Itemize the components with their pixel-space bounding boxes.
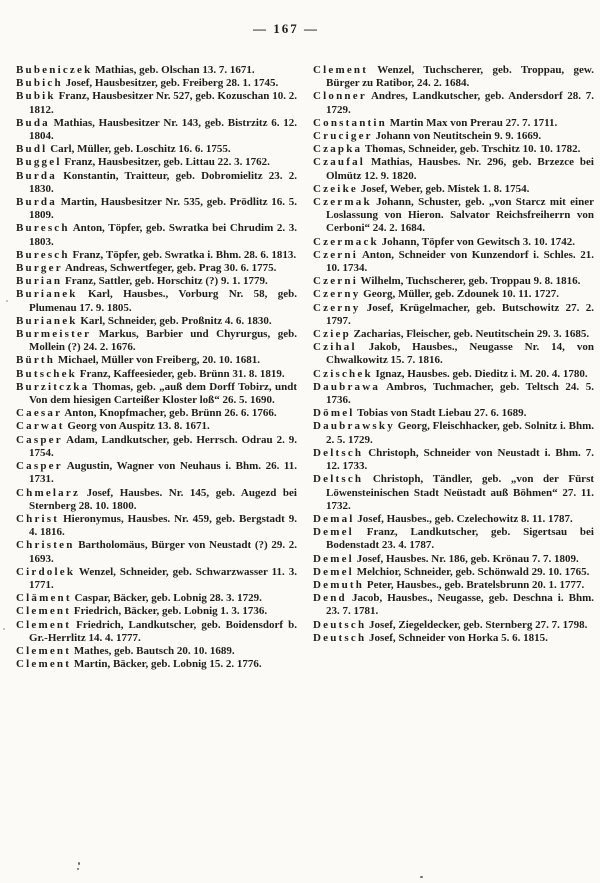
entry-text: Ambros, Tuchmacher, geb. Teltsch 24. 5. 1736.	[326, 380, 594, 407]
entry-surname: Burzitczka	[16, 380, 90, 393]
entry-surname: Bubeniczek	[16, 64, 93, 76]
entry-surname: Deltsch	[313, 473, 364, 486]
entry-surname: Czerni	[313, 248, 358, 261]
entry-text: Anton, Schneider von Kunzendorf i. Schles. 21. 10. 1734.	[326, 248, 594, 275]
directory-entry	[16, 315, 297, 328]
directory-entry	[16, 460, 297, 486]
directory-entry	[313, 156, 594, 182]
entry-surname: Czihal	[313, 341, 357, 354]
entry-text: Franz, Hausbesitzer Nr. 527, geb. Kozuschan 10. 2. 1812.	[29, 90, 297, 116]
entry-surname: Demuth	[313, 578, 365, 591]
entry-text: Martin, Bäcker, geb. Lobnig 15. 2. 1776.	[73, 658, 262, 671]
entry-text: Adam, Landkutscher, geb. Herrsch. Odrau 2. 9. 1754.	[29, 433, 297, 459]
entry-text: Franz, Töpfer, geb. Swratka i. Bhm. 28. 6. 1813.	[72, 248, 297, 261]
entry-text: Bartholomäus, Bürger von Neustadt (?) 29. 2. 1693.	[29, 539, 297, 565]
entry-surname: Czerny	[313, 288, 361, 301]
directory-entry	[16, 605, 297, 618]
entry-surname: Christ	[16, 512, 60, 525]
entry-surname: Clement	[313, 64, 369, 76]
entry-surname: Czischek	[313, 367, 373, 380]
entry-surname: Burger	[16, 262, 63, 275]
directory-entry	[16, 170, 297, 196]
scan-artifact	[3, 628, 5, 630]
directory-entry	[16, 407, 297, 420]
directory-entry	[16, 288, 297, 314]
entry-surname: Dend	[313, 592, 347, 605]
entry-surname: Clement	[16, 658, 72, 671]
entry-text: Josef, Schneider von Horka 5. 6. 1815.	[369, 631, 548, 644]
left-column	[16, 64, 297, 671]
right-column	[313, 64, 594, 645]
directory-entry	[16, 249, 297, 262]
entry-surname: Daubrawa	[313, 380, 381, 393]
entry-surname: Czapka	[313, 143, 363, 156]
directory-entry	[313, 236, 594, 249]
directory-entry	[313, 302, 594, 328]
entry-surname: Burda	[16, 196, 57, 209]
entry-text: Karl, Schneider, geb. Proßnitz 4. 6. 1830.	[80, 314, 272, 327]
entry-surname: Buda	[16, 116, 50, 129]
scan-artifact	[78, 862, 80, 865]
directory-entry	[16, 156, 297, 169]
directory-entry	[16, 328, 297, 354]
entry-text: Zacharias, Fleischer, geb. Neutitschein 29. 3. 1685.	[353, 328, 590, 341]
entry-text: Johann von Neutitschein 9. 9. 1669.	[375, 130, 542, 143]
entry-surname: Czeike	[313, 182, 358, 195]
entry-surname: Buggel	[16, 156, 62, 169]
entry-text: Augustin, Wagner von Neuhaus i. Bhm. 26. 11. 1731.	[29, 460, 297, 486]
directory-entry	[16, 368, 297, 381]
entry-surname: Chmelarz	[16, 486, 81, 499]
entry-text: Melchior, Schneider, geb. Schönwald 29. 10. 1765.	[356, 565, 590, 578]
directory-entry	[16, 381, 297, 407]
directory-entry	[16, 592, 297, 605]
entry-surname: Burian	[16, 275, 63, 288]
entry-text: Andreas, Schwertfeger, geb. Prag 30. 6. 1775.	[64, 262, 277, 275]
directory-entry	[313, 341, 594, 367]
entry-surname: Buresch	[16, 248, 70, 261]
entry-text: Franz, Hausbesitzer, geb. Littau 22. 3. 1762.	[64, 156, 270, 169]
entry-surname: Butschek	[16, 367, 77, 380]
directory-entry	[16, 420, 297, 433]
entry-text: Josef, Ziegeldecker, geb. Sternberg 27. 7. 1798.	[369, 618, 588, 631]
entry-surname: Czermack	[313, 235, 379, 248]
directory-entry	[313, 592, 594, 618]
entry-surname: Christen	[16, 539, 75, 552]
scan-artifact	[6, 300, 8, 302]
directory-entry	[313, 328, 594, 341]
entry-surname: Deutsch	[313, 631, 367, 644]
directory-entry	[16, 645, 297, 658]
directory-entry	[16, 513, 297, 539]
directory-entry	[313, 513, 594, 526]
entry-surname: Burianek	[16, 314, 78, 327]
entry-text: Friedrich, Landkutscher, geb. Boidensdorf b. Gr.-Herrlitz 14. 4. 1777.	[29, 618, 297, 644]
directory-entry	[313, 196, 594, 236]
directory-entry	[313, 275, 594, 288]
directory-entry	[16, 262, 297, 275]
entry-text: Josef, Krügelmacher, geb. Butschowitz 27. 2. 1797.	[326, 301, 594, 327]
directory-entry	[313, 368, 594, 381]
entry-text: Mathes, geb. Bautsch 20. 10. 1689.	[73, 644, 235, 657]
directory-entry	[313, 566, 594, 579]
entry-text: Tobias von Stadt Liebau 27. 6. 1689.	[357, 407, 527, 420]
directory-entry	[16, 487, 297, 513]
entry-text: Hieronymus, Hausbes. Nr. 459, geb. Bergstadt 9. 4. 1816.	[29, 512, 297, 539]
entry-surname: Clement	[16, 644, 72, 657]
entry-text: Caspar, Bäcker, geb. Lobnig 28. 3. 1729.	[74, 592, 262, 605]
entry-surname: Burianek	[16, 288, 78, 301]
entry-surname: Casper	[16, 433, 63, 446]
directory-entry	[313, 447, 594, 473]
directory-entry	[16, 90, 297, 116]
directory-entry	[313, 249, 594, 275]
entry-surname: Czerni	[313, 275, 358, 288]
entry-text: Christoph, Tändler, geb. „von der Fürst Löwensteinischen Stadt Neüstadt auß Böhmen“ 27. 11. 1732.	[326, 473, 595, 512]
entry-text: Anton, Knopfmacher, geb. Brünn 26. 6. 1766.	[64, 407, 277, 420]
entry-text: Christoph, Schneider von Neustadt i. Bhm. 7. 12. 1733.	[326, 446, 594, 473]
directory-entry	[16, 275, 297, 288]
entry-text: Jakob, Hausbes., Neugasse Nr. 14, von Chwalkowitz 15. 7. 1816.	[326, 341, 595, 367]
directory-entry	[313, 288, 594, 301]
entry-text: Andres, Landkutscher, geb. Andersdorf 28. 7. 1729.	[326, 90, 594, 116]
scan-artifact	[420, 876, 423, 878]
directory-entry	[313, 619, 594, 632]
entry-surname: Clement	[16, 605, 72, 618]
directory-entry	[16, 196, 297, 222]
entry-surname: Bubich	[16, 77, 63, 90]
entry-surname: Deutsch	[313, 618, 367, 631]
directory-entry	[313, 143, 594, 156]
entry-text: Wenzel, Schneider, geb. Schwarzwasser 11. 3. 1771.	[29, 565, 297, 591]
entry-surname: Caesar	[16, 407, 63, 420]
entry-text: Anton, Töpfer, geb. Swratka bei Chrudim 2. 3. 1803.	[29, 222, 297, 248]
directory-entry	[16, 434, 297, 460]
directory-entry	[16, 566, 297, 592]
entry-surname: Casper	[16, 460, 63, 473]
entry-surname: Cruciger	[313, 130, 373, 143]
entry-surname: Clement	[16, 618, 72, 631]
entry-text: Markus, Barbier und Chyrurgus, geb. Mollein (?) 24. 2. 1676.	[29, 328, 297, 354]
entry-surname: Demel	[313, 526, 354, 539]
entry-text: Friedrich, Bäcker, geb. Lobnig 1. 3. 1736.	[73, 605, 268, 618]
entry-surname: Demel	[313, 552, 354, 565]
directory-entry	[313, 632, 594, 645]
entry-surname: Demal	[313, 512, 355, 525]
directory-entry	[313, 90, 594, 116]
entry-surname: Daubrawsky	[313, 420, 395, 433]
directory-entry	[16, 64, 297, 77]
entry-text: Johann, Töpfer von Gewitsch 3. 10. 1742.	[381, 235, 575, 248]
directory-entry	[313, 381, 594, 407]
entry-text: Franz, Landkutscher, geb. Sigertsau bei Bodenstadt 23. 4. 1787.	[326, 526, 594, 552]
directory-entry	[313, 526, 594, 552]
directory-entry	[16, 539, 297, 565]
entry-text: Georg von Auspitz 13. 8. 1671.	[67, 420, 210, 433]
entry-surname: Burda	[16, 169, 57, 182]
scan-artifact	[77, 868, 79, 870]
directory-entry	[313, 130, 594, 143]
entry-surname: Cziep	[313, 328, 351, 341]
entry-surname: Bubik	[16, 90, 56, 103]
directory-entry	[16, 77, 297, 90]
entry-surname: Cirdolek	[16, 565, 76, 578]
directory-entry	[16, 658, 297, 671]
entry-text: Wilhelm, Tuchscherer, geb. Troppau 9. 8. 1816.	[360, 275, 581, 288]
entry-text: Jacob, Hausbes., Neugasse, geb. Deschna i. Bhm. 23. 7. 1781.	[326, 592, 595, 618]
entry-surname: Budl	[16, 143, 48, 156]
entry-text: Konstantin, Traitteur, geb. Dobromielitz 23. 2. 1830.	[29, 169, 298, 195]
entry-text: Georg, Müller, geb. Zdounek 10. 11. 1727.	[363, 288, 559, 301]
entry-surname: Bürth	[16, 354, 56, 367]
entry-text: Mathias, Hausbes. Nr. 296, geb. Brzezce bei Olmütz 12. 9. 1820.	[326, 156, 594, 182]
page-body	[0, 37, 600, 671]
entry-text: Josef, Weber, geb. Mistek 1. 8. 1754.	[360, 182, 530, 195]
directory-entry	[16, 222, 297, 248]
directory-entry	[313, 420, 594, 446]
entry-text: Thomas, geb. „auß dem Dorff Tobirz, undt Von dem hiesigen Carteißer Kloster loß“ 26. 5. 1690.	[29, 380, 297, 407]
entry-surname: Dömel	[313, 407, 355, 420]
entry-text: Franz, Kaffeesieder, geb. Brünn 31. 8. 1819.	[79, 367, 285, 380]
directory-entry	[16, 354, 297, 367]
entry-surname: Czermak	[313, 196, 372, 209]
entry-surname: Buresch	[16, 222, 70, 235]
entry-text: Georg, Fleischhacker, geb. Solnitz i. Bhm. 2. 5. 1729.	[326, 420, 595, 446]
entry-text: Mathias, Hausbesitzer Nr. 143, geb. Bistrzitz 6. 12. 1804.	[29, 116, 297, 143]
entry-text: Josef, Hausbesitzer, geb. Freiberg 28. 1. 1745.	[65, 77, 279, 90]
directory-entry	[313, 579, 594, 592]
entry-text: Peter, Hausbes., geb. Bratelsbrunn 20. 1. 1777.	[366, 578, 585, 591]
directory-entry	[16, 117, 297, 143]
directory-entry	[16, 619, 297, 645]
directory-entry	[16, 143, 297, 156]
page-number: — 167 —	[253, 21, 319, 36]
directory-entry	[313, 64, 594, 90]
entry-surname: Demel	[313, 565, 354, 578]
directory-entry	[313, 473, 594, 513]
entry-text: Martin, Hausbesitzer Nr. 535, geb. Prödlitz 16. 5. 1809.	[29, 196, 298, 222]
entry-text: Josef, Hausbes., geb. Czelechowitz 8. 11. 1787.	[357, 512, 573, 525]
entry-surname: Deltsch	[313, 446, 364, 459]
entry-text: Wenzel, Tuchscherer, geb. Troppau, gew. Bürger zu Ratibor, 24. 2. 1684.	[326, 64, 594, 90]
entry-text: Johann, Schuster, geb. „von Starcz mit einer Loslassung von Hieron. Salvator Reichsfreiherrn von Cerboni“ 24. 2. 1684.	[326, 196, 594, 235]
entry-surname: Cläment	[16, 592, 72, 605]
entry-text: Josef, Hausbes. Nr. 145, geb. Augezd bei Sternberg 28. 10. 1800.	[29, 486, 297, 512]
directory-entry	[313, 183, 594, 196]
directory-entry	[313, 117, 594, 130]
entry-text: Martin Max von Prerau 27. 7. 1711.	[389, 116, 558, 129]
entry-text: Michael, Müller von Freiberg, 20. 10. 1681.	[57, 354, 261, 367]
entry-text: Franz, Sattler, geb. Horschitz (?) 9. 1. 1779.	[64, 275, 268, 288]
entry-text: Josef, Hausbes. Nr. 186, geb. Krönau 7. 7. 1809.	[356, 552, 579, 565]
entry-text: Carl, Müller, geb. Loschitz 16. 6. 1755.	[50, 143, 231, 156]
entry-surname: Burmeister	[16, 328, 92, 341]
entry-surname: Carwat	[16, 420, 65, 433]
entry-surname: Czerny	[313, 301, 361, 314]
entry-text: Thomas, Schneider, geb. Trschitz 10. 10. 1782.	[364, 143, 581, 156]
entry-surname: Clonner	[313, 90, 367, 103]
entry-text: Mathias, geb. Olschan 13. 7. 1671.	[95, 64, 255, 76]
entry-text: Karl, Hausbes., Vorburg Nr. 58, geb. Plumenau 17. 9. 1805.	[29, 288, 297, 314]
directory-entry	[313, 553, 594, 566]
entry-text: Ignaz, Hausbes. geb. Dieditz i. M. 20. 4. 1780.	[375, 367, 588, 380]
directory-entry	[313, 407, 594, 420]
entry-surname: Constantin	[313, 116, 387, 129]
entry-surname: Czaufal	[313, 156, 366, 169]
